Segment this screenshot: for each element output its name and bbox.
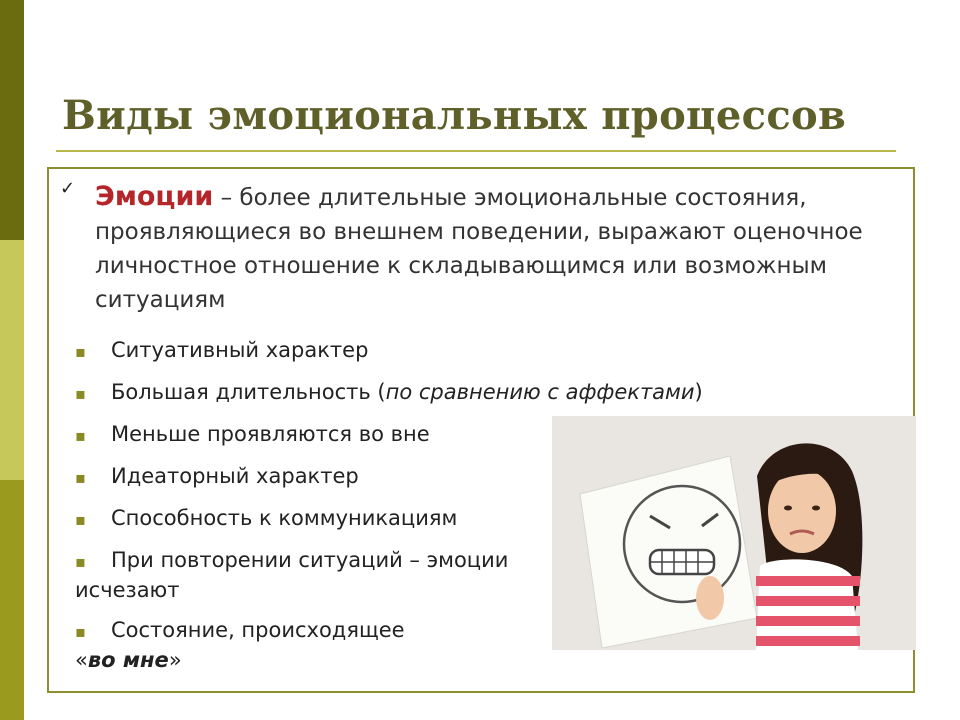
decor-bar-top: [0, 0, 24, 240]
list-item: ▪ Большая длительность (по сравнению с аффектами): [75, 378, 555, 408]
list-item: ▪ Меньше проявляются во вне: [75, 420, 555, 450]
photo-illustration: [552, 416, 916, 650]
decor-bar-middle: [0, 240, 24, 480]
list-item: ▪ При повторении ситуаций – эмоции исчезают: [75, 548, 509, 602]
list-item: ▪ Идеаторный характер: [75, 462, 555, 492]
square-bullet-icon: ▪: [75, 552, 86, 571]
feature-list: [75, 336, 703, 686]
term-definition: – более длительные эмоциональные состояния, проявляющиеся во внешнем поведении, выражают оценочное личностное отношение к складывающимся или возможным ситуациям: [95, 185, 863, 313]
girl-with-drawing-photo: [552, 416, 916, 650]
checkmark-icon: ✓: [60, 178, 76, 199]
slide-title: Виды эмоциональных процессов: [62, 92, 847, 139]
list-item: ▪ Состояние, происходящее «во мне»: [75, 618, 405, 672]
intro-paragraph: [95, 180, 905, 317]
square-bullet-icon: ▪: [75, 342, 86, 361]
square-bullet-icon: ▪: [75, 468, 86, 487]
list-item: ▪ Способность к коммуникациям: [75, 504, 555, 534]
square-bullet-icon: ▪: [75, 384, 86, 403]
decor-bar-bottom: [0, 480, 24, 720]
term-emotions: Эмоции: [95, 181, 214, 212]
title-divider: [56, 150, 896, 152]
list-item: ▪ Ситуативный характер: [75, 336, 555, 366]
square-bullet-icon: ▪: [75, 510, 86, 529]
square-bullet-icon: ▪: [75, 426, 86, 445]
square-bullet-icon: ▪: [75, 622, 86, 641]
